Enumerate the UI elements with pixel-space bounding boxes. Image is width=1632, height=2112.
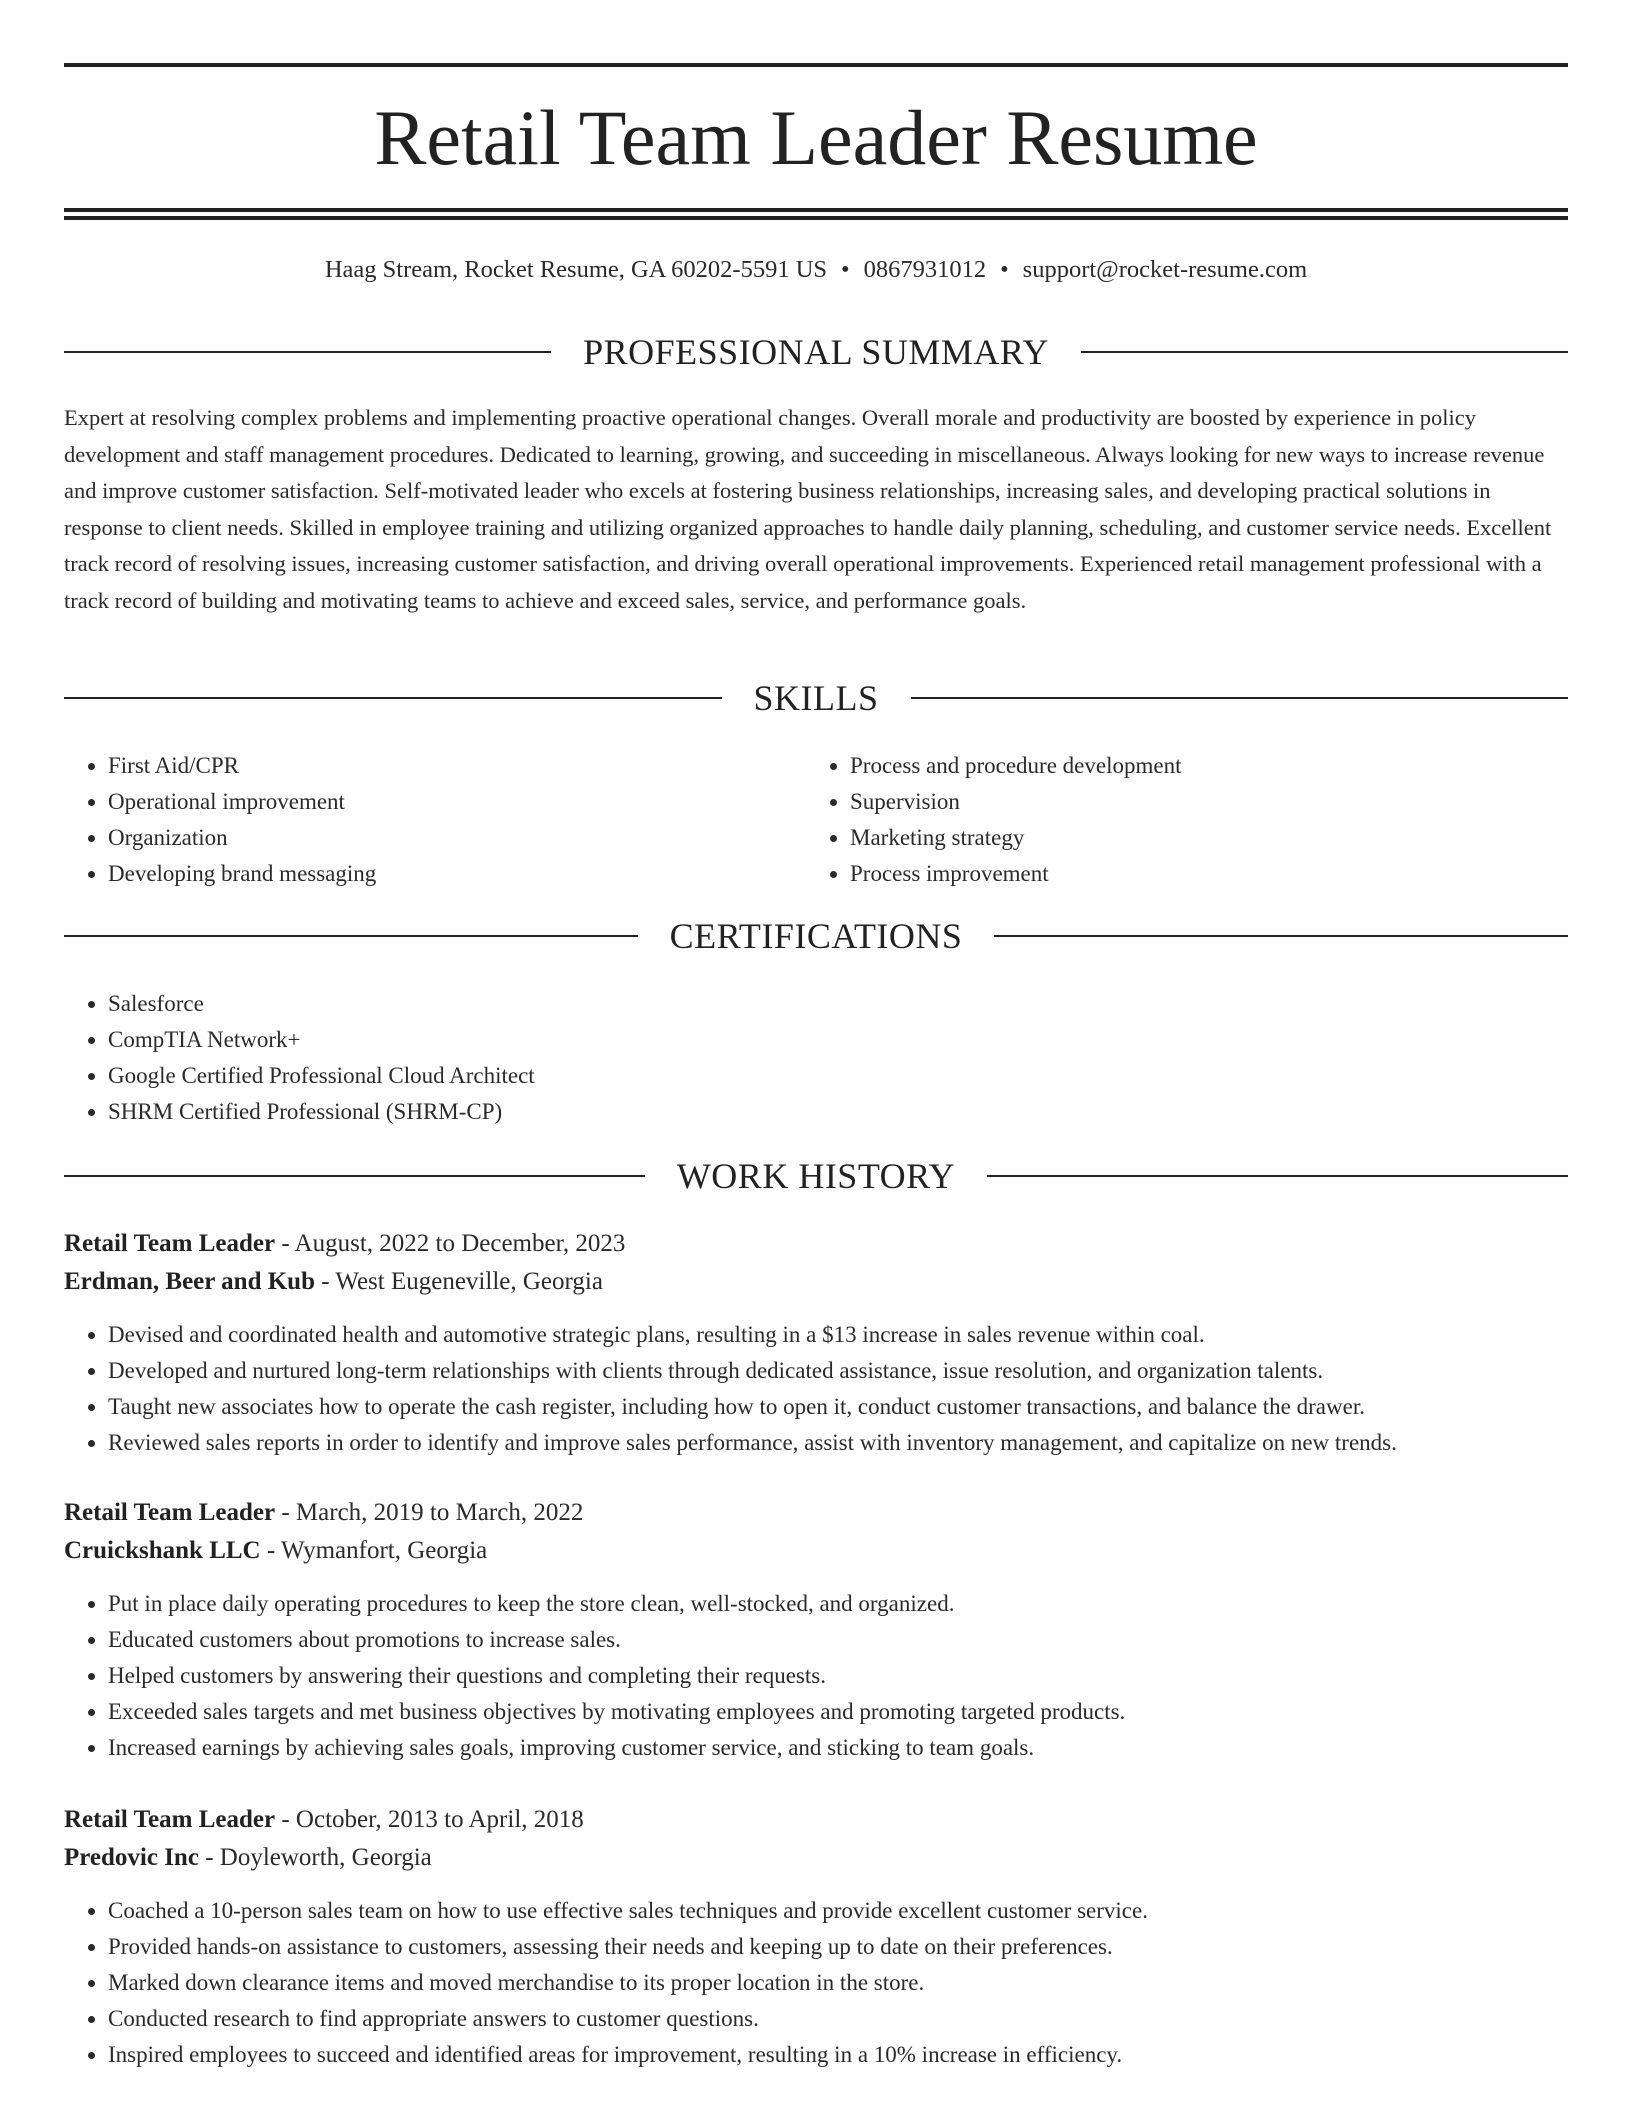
contact-line	[64, 254, 1568, 286]
job-entry	[64, 1801, 1568, 2073]
skills-list	[64, 748, 1568, 892]
skill-item: • Process and procedure development	[850, 748, 1548, 784]
job-entry	[64, 1225, 1568, 1461]
heading-rule-right	[911, 697, 1569, 699]
job-dates: - March, 2019 to March, 2022	[275, 1499, 584, 1526]
job-bullets	[64, 1317, 1568, 1461]
job-bullet: • Developed and nurtured long-term relationships with clients through dedicated assistance, issue resolution, and organization talents.	[108, 1353, 1568, 1389]
heading-rule-left	[64, 697, 722, 699]
job-dates: - August, 2022 to December, 2023	[275, 1230, 626, 1257]
heading-rule-right	[987, 1175, 1568, 1177]
contact-separator: •	[1000, 256, 1009, 283]
job-title-line	[64, 1801, 1568, 1839]
job-title-line	[64, 1494, 1568, 1532]
job-dates: - October, 2013 to April, 2018	[275, 1806, 584, 1833]
skills-heading	[64, 676, 1568, 720]
skills-column-right	[806, 748, 1548, 892]
job-company-line	[64, 1839, 1568, 1877]
job-bullet: • Devised and coordinated health and automotive strategic plans, resulting in a $13 increase in sales revenue within coal.	[108, 1317, 1568, 1353]
skill-item: • Process improvement	[850, 856, 1548, 892]
skill-item: • Organization	[108, 820, 806, 856]
job-bullets	[64, 1586, 1568, 1766]
contact-separator: •	[841, 256, 850, 283]
job-bullet: • Increased earnings by achieving sales goals, improving customer service, and sticking to team goals.	[108, 1730, 1568, 1766]
job-location: - Doyleworth, Georgia	[198, 1844, 432, 1871]
heading-rule-right	[994, 935, 1568, 937]
job-company: Predovic Inc	[64, 1844, 199, 1871]
job-company: Erdman, Beer and Kub	[64, 1268, 315, 1295]
job-bullet: • Coached a 10-person sales team on how to use effective sales techniques and provide excellent customer service.	[108, 1893, 1568, 1929]
job-bullet: • Reviewed sales reports in order to identify and improve sales performance, assist with inventory management, and capitalize on new trends.	[108, 1425, 1568, 1461]
job-location: - Wymanfort, Georgia	[260, 1537, 488, 1564]
job-company-line	[64, 1263, 1568, 1301]
summary-heading-label: PROFESSIONAL SUMMARY	[583, 332, 1049, 372]
page-title: Retail Team Leader Resume	[374, 94, 1258, 181]
job-company-line	[64, 1532, 1568, 1570]
title-rule-upper	[64, 208, 1568, 212]
job-title-line	[64, 1225, 1568, 1263]
job-title: Retail Team Leader	[64, 1230, 276, 1257]
skills-heading-label: SKILLS	[753, 678, 879, 718]
job-bullet: • Put in place daily operating procedures to keep the store clean, well-stocked, and organized.	[108, 1586, 1568, 1622]
heading-rule-left	[64, 1175, 645, 1177]
certifications-heading-label: CERTIFICATIONS	[669, 916, 963, 956]
job-bullet: • Conducted research to find appropriate answers to customer questions.	[108, 2001, 1568, 2037]
heading-rule-left	[64, 351, 551, 353]
skill-item: • Marketing strategy	[850, 820, 1548, 856]
contact-address: Haag Stream, Rocket Resume, GA 60202-5591 US	[324, 256, 828, 283]
certification-item: • CompTIA Network+	[108, 1022, 1568, 1058]
contact-phone: 0867931012	[863, 256, 987, 283]
title-rule-lower	[64, 216, 1568, 220]
top-rule	[64, 63, 1568, 67]
job-location: - West Eugeneville, Georgia	[314, 1268, 603, 1295]
work-history-heading	[64, 1154, 1568, 1198]
skill-item: • Developing brand messaging	[108, 856, 806, 892]
certification-item: • Google Certified Professional Cloud Architect	[108, 1058, 1568, 1094]
skills-column-left	[64, 748, 806, 892]
skill-item: • Operational improvement	[108, 784, 806, 820]
job-bullet: • Inspired employees to succeed and identified areas for improvement, resulting in a 10% increase in efficiency.	[108, 2037, 1568, 2073]
certifications-heading	[64, 914, 1568, 958]
heading-rule-left	[64, 935, 638, 937]
job-bullet: • Helped customers by answering their questions and completing their requests.	[108, 1658, 1568, 1694]
job-bullets	[64, 1893, 1568, 2073]
job-bullet: • Exceeded sales targets and met business objectives by motivating employees and promoting targeted products.	[108, 1694, 1568, 1730]
job-bullet: • Provided hands-on assistance to customers, assessing their needs and keeping up to date on their preferences.	[108, 1929, 1568, 1965]
job-title: Retail Team Leader	[64, 1499, 276, 1526]
contact-email: support@rocket-resume.com	[1022, 256, 1308, 283]
job-entry	[64, 1494, 1568, 1766]
work-history-heading-label: WORK HISTORY	[676, 1156, 956, 1196]
certification-item: • Salesforce	[108, 986, 1568, 1022]
job-title: Retail Team Leader	[64, 1806, 276, 1833]
skill-item: • First Aid/CPR	[108, 748, 806, 784]
job-bullet: • Taught new associates how to operate the cash register, including how to open it, conduct customer transactions, and balance the drawer.	[108, 1389, 1568, 1425]
job-bullet: • Educated customers about promotions to increase sales.	[108, 1622, 1568, 1658]
skill-item: • Supervision	[850, 784, 1548, 820]
certifications-list	[64, 986, 1568, 1130]
job-company: Cruickshank LLC	[64, 1537, 261, 1564]
heading-rule-right	[1081, 351, 1568, 353]
summary-heading	[64, 330, 1568, 374]
certification-item: • SHRM Certified Professional (SHRM-CP)	[108, 1094, 1568, 1130]
job-bullet: • Marked down clearance items and moved merchandise to its proper location in the store.	[108, 1965, 1568, 2001]
summary-text: Expert at resolving complex problems and implementing proactive operational changes. Overall morale and productivity are boosted by experience in policy development and staff management procedures. Dedicated to learning, growing, and succeeding in miscellaneous. Always looking for new ways to increase revenue and improve customer satisfaction. Self-motivated leader who excels at fostering business relationships, increasing sales, and developing practical solutions in response to client needs. Skilled in employee training and utilizing organized approaches to handle daily planning, scheduling, and customer service needs. Excellent track record of resolving issues, increasing customer satisfaction, and driving overall operational improvements. Experienced retail management professional with a track record of building and motivating teams to achieve and exceed sales, service, and performance goals.	[64, 405, 1552, 613]
